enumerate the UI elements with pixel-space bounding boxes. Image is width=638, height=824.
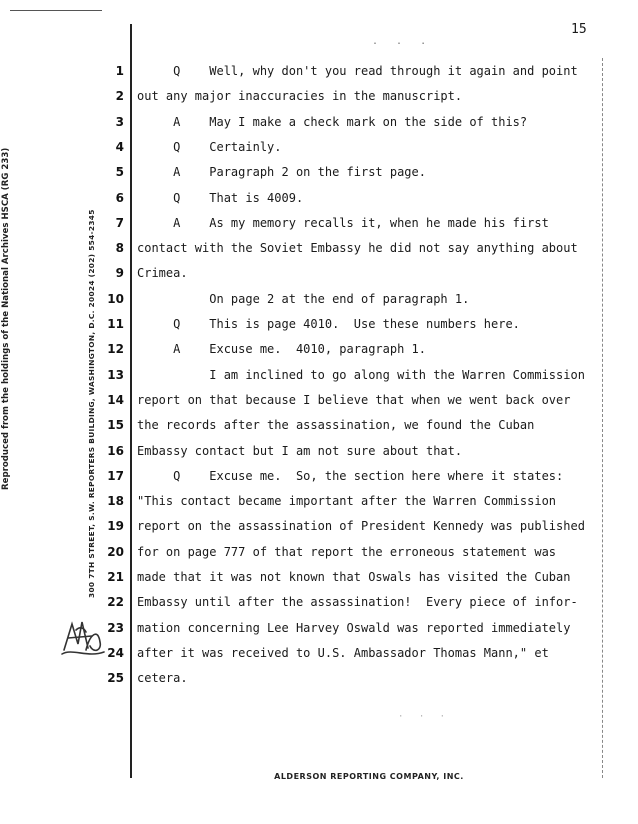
transcript-line: "This contact became important after the Warren Commission	[137, 494, 557, 509]
transcript-line: A As my memory recalls it, when he made his first	[137, 215, 549, 230]
transcript-line: report on the assassination of President Kennedy was published	[137, 519, 585, 534]
transcript-line: Q Excuse me. So, the section here where it states:	[137, 468, 564, 483]
line-number: 7	[115, 215, 124, 230]
line-number: 2	[115, 89, 124, 104]
line-number: 17	[107, 468, 124, 483]
reporter-address-strip: 300 7TH STREET, S.W. REPORTERS BUILDING, WASHINGTON, D.C. 20024 (202) 554-2345	[87, 209, 96, 598]
line-number: 10	[107, 291, 124, 306]
transcript-line: the records after the assassination, we found the Cuban	[137, 418, 535, 433]
transcript-line: Embassy contact but I am not sure about that.	[137, 443, 463, 458]
line-number: 22	[107, 595, 124, 610]
archive-side-note: Reproduced from the holdings of the National Archives HSCA (RG 233)	[1, 147, 11, 490]
scan-smudge: · · ·	[398, 712, 451, 722]
transcript-line: Crimea.	[137, 266, 188, 281]
line-number: 4	[115, 139, 124, 154]
transcript-line: cetera.	[137, 671, 188, 686]
line-number: 14	[107, 392, 124, 407]
transcript-line: Q This is page 4010. Use these numbers here.	[137, 317, 520, 331]
reporting-company-footer: ALDERSON REPORTING COMPANY, INC.	[274, 772, 464, 781]
transcript-line: mation concerning Lee Harvey Oswald was reported immediately	[137, 620, 571, 635]
right-margin-rule	[602, 58, 603, 778]
transcript-line: for on page 777 of that report the erroneous statement was	[137, 544, 557, 559]
transcript-line: A Paragraph 2 on the first page.	[137, 165, 426, 180]
transcript-line: made that it was not known that Oswals has visited the Cuban	[137, 570, 571, 584]
transcript-line: I am inclined to go along with the Warren Commission	[137, 367, 585, 382]
line-number: 12	[107, 342, 124, 357]
line-number: 11	[107, 317, 124, 331]
transcript-line: out any major inaccuracies in the manuscript.	[137, 89, 463, 104]
top-rule	[10, 10, 102, 11]
line-number: 25	[107, 671, 124, 686]
page-number: 15	[571, 22, 587, 37]
scan-specks: . . .	[372, 36, 433, 47]
line-number: 20	[107, 544, 124, 559]
line-number: 13	[107, 367, 124, 382]
line-number: 19	[107, 519, 124, 534]
line-number: 24	[107, 645, 124, 660]
transcript-line: A May I make a check mark on the side of this?	[137, 114, 528, 129]
transcript-line: report on that because I believe that when we went back over	[137, 392, 571, 407]
line-number: 23	[107, 620, 124, 635]
transcript-line: A Excuse me. 4010, paragraph 1.	[137, 342, 426, 357]
line-number: 6	[115, 190, 124, 205]
line-number: 21	[107, 570, 124, 584]
archive-stamp-icon	[58, 614, 106, 658]
transcript-line: contact with the Soviet Embassy he did not say anything about	[137, 241, 578, 256]
line-number: 16	[107, 443, 124, 458]
transcript-line: after it was received to U.S. Ambassador Thomas Mann," et	[137, 645, 549, 660]
transcript-line: On page 2 at the end of paragraph 1.	[137, 291, 470, 306]
line-number: 8	[115, 241, 124, 256]
left-margin-rule	[130, 24, 132, 778]
transcript-line: Embassy until after the assassination! Every piece of infor-	[137, 595, 578, 610]
line-number: 1	[115, 64, 124, 78]
line-number: 15	[107, 418, 124, 433]
transcript-line: Q Certainly.	[137, 139, 282, 154]
transcript-line: Q Well, why don't you read through it again and point	[137, 64, 578, 78]
line-number: 18	[107, 494, 124, 509]
line-number: 5	[115, 165, 124, 180]
line-number: 3	[115, 114, 124, 129]
line-number: 9	[115, 266, 124, 281]
transcript-line: Q That is 4009.	[137, 190, 304, 205]
